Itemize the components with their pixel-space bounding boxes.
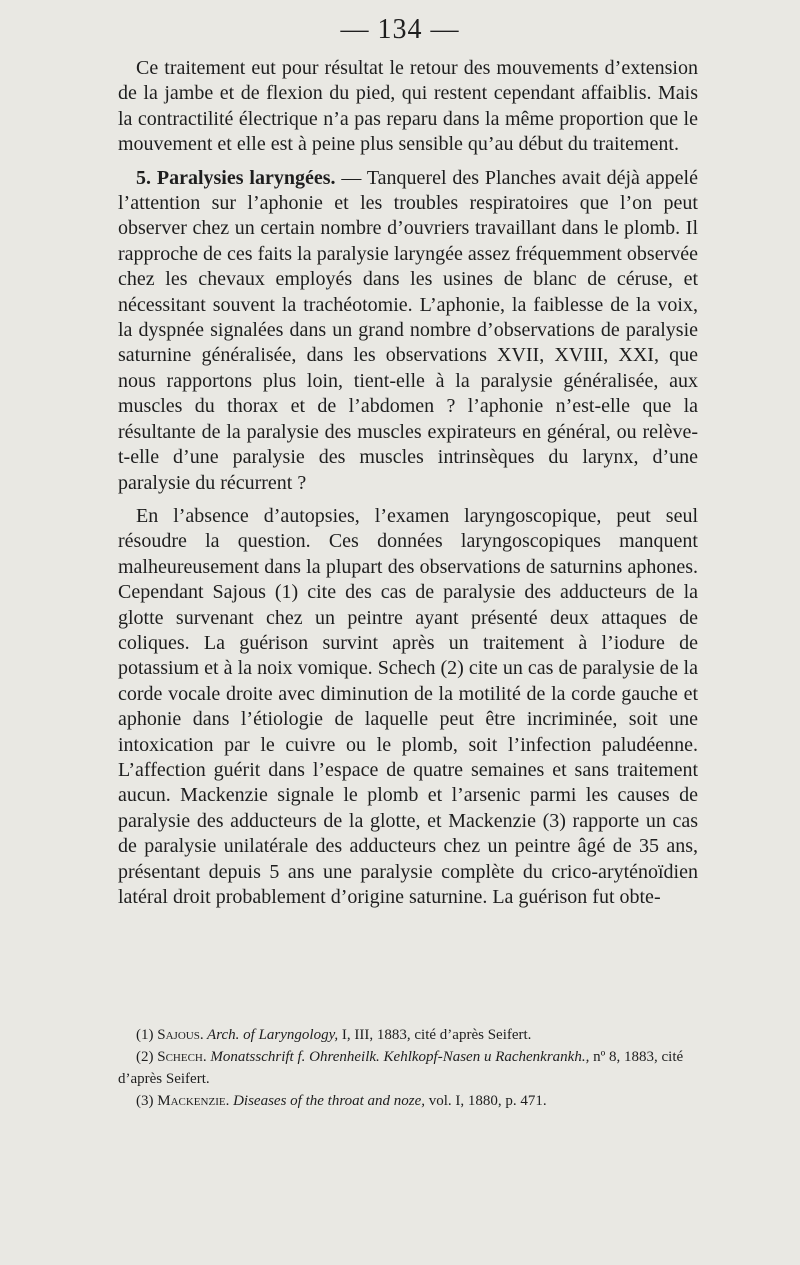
footnote-rest: nº 8, 1883, cité d’après Seifert. bbox=[118, 1049, 684, 1087]
paragraph bbox=[118, 166, 698, 496]
paragraph bbox=[118, 56, 698, 158]
footnote-title: Monatsschrift f. Ohrenheilk. Kehlkopf-Nasen u Rachenkrankh., bbox=[206, 1049, 590, 1065]
footnote bbox=[118, 1024, 698, 1046]
paragraph-text: — Tanquerel des Planches avait déjà appelé l’attention sur l’aphonie et les troubles respiratoires que l’on peut observer chez un certain nombre d’ouvriers travaillant dans le plomb. Il rapproche de ces faits la paralysie laryngée assez fréquemment observée chez les chevaux employés dans les usines de blanc de céruse, et nécessitant souvent la trachéotomie. L’aphonie, la faiblesse de la voix, la dyspnée signalées dans un grand nombre d’observations de paralysie saturnine généralisée, dans les observations XVII, XVIII, XXI, que nous rapportons plus loin, tient-elle à la paralysie généralisée, aux muscles du thorax et de l’abdomen ? l’aphonie n’est-elle que la résultante de la paralysie des muscles expirateurs en général, ou relève-t-elle d’une paralysie des muscles intrinsèques du larynx, d’une paralysie du récurrent ? bbox=[118, 166, 698, 494]
footnote-author: Schech. bbox=[157, 1049, 207, 1065]
footnote-rest: I, III, 1883, cité d’après Seifert. bbox=[338, 1027, 532, 1043]
footnote-author: Mackenzie. bbox=[157, 1093, 230, 1109]
body-text bbox=[118, 56, 698, 910]
paragraph bbox=[118, 504, 698, 911]
page-number: — 134 — bbox=[340, 14, 460, 45]
paragraph-text: Ce traitement eut pour résultat le retour des mouvements d’extension de la jambe et de flexion du pied, qui restent cependant affaiblis. Mais la contractilité électrique n’a pas reparu dans la même proportion que le mouvement et elle est à peine plus sensible qu’au début du traitement. bbox=[118, 57, 698, 156]
footnote-marker: (2) bbox=[136, 1049, 158, 1065]
footnote-marker: (3) bbox=[136, 1093, 158, 1109]
footnote-title: Diseases of the throat and noze, bbox=[229, 1093, 426, 1109]
footnote-rest: vol. I, 1880, p. 471. bbox=[425, 1093, 547, 1109]
footnote-author: Sajous. bbox=[157, 1027, 204, 1043]
footnote bbox=[118, 1090, 698, 1112]
footnote-marker: (1) bbox=[136, 1027, 158, 1043]
footnote-title: Arch. of Laryngology, bbox=[203, 1027, 339, 1043]
section-title: 5. Paralysies laryngées. bbox=[136, 166, 336, 189]
footnotes bbox=[118, 1024, 698, 1112]
paragraph-text: En l’absence d’autopsies, l’examen laryngoscopique, peut seul résoudre la question. Ces données laryngoscopiques manquent malheureusement dans la plupart des observations de saturnins aphones. Cependant Sajous (1) cite des cas de paralysie des adducteurs de la glotte survenant chez un peintre ayant présenté deux attaques de coliques. La guérison survint après un traitement à l’iodure de potassium et à la noix vomique. Schech (2) cite un cas de paralysie de la corde vocale droite avec diminution de la motilité de la corde gauche et aphonie dans l’étiologie de laquelle peut être incriminée, soit une intoxication par le cuivre ou le plomb, soit l’infection paludéenne. L’affection guérit dans l’espace de quatre semaines et sans traitement aucun. Mackenzie signale le plomb et l’arsenic parmi les causes de paralysie des adducteurs de la glotte, et Mackenzie (3) rapporte un cas de paralysie unilatérale des adducteurs chez un peintre âgé de 35 ans, présentant depuis 5 ans une paralysie complète du crico-aryténoïdien latéral droit probablement d’origine saturnine. La guérison fut obte- bbox=[118, 504, 698, 908]
footnote bbox=[118, 1046, 698, 1090]
